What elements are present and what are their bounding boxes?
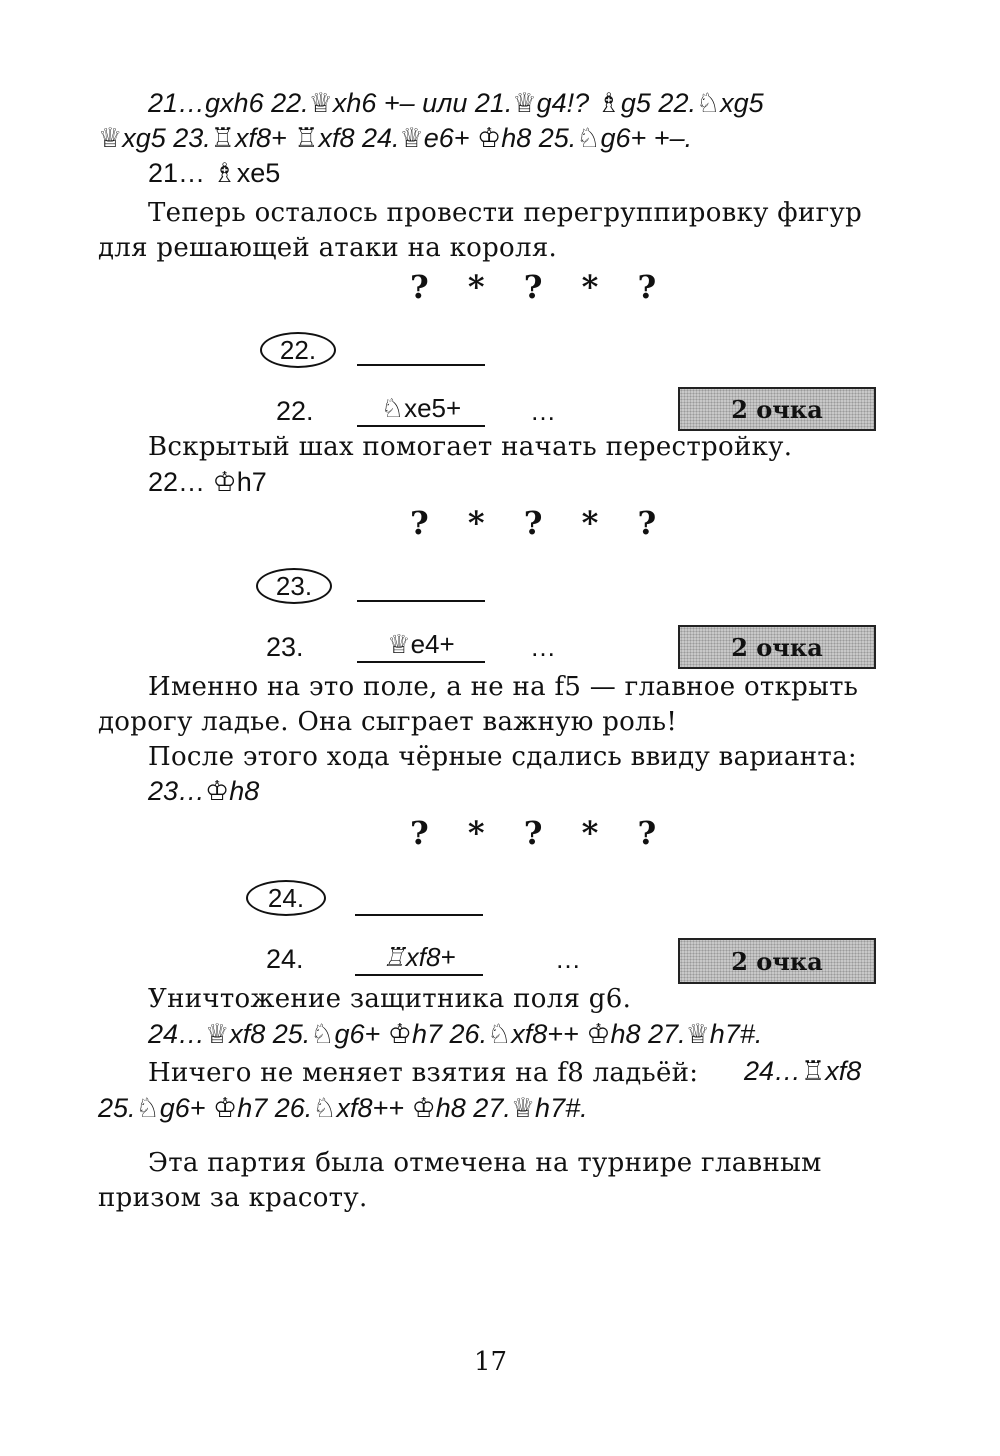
comment-line: для решающей атаки на короля. bbox=[98, 233, 558, 263]
comment-line: Именно на это поле, а не на f5 — главное открыть bbox=[148, 672, 859, 702]
question-marks: ? * ? * ? bbox=[410, 268, 671, 306]
variation-line-2: ♕xg5 23.♖xf8+ ♖xf8 24.♕e6+ ♔h8 25.♘g6+ +–. bbox=[98, 123, 693, 153]
ellipsis: … bbox=[555, 944, 595, 974]
conclusion-line: Эта партия была отмечена на турнире главным bbox=[148, 1148, 822, 1178]
variation-line: 24…♕xf8 25.♘g6+ ♔h7 26.♘xf8++ ♔h8 27.♕h7#. bbox=[148, 1019, 763, 1049]
comment-line: Теперь осталось провести перегруппировку фигур bbox=[148, 198, 863, 228]
move-number-oval: 24. bbox=[246, 880, 326, 916]
ellipsis: … bbox=[530, 396, 570, 426]
move-number: 22. bbox=[276, 396, 314, 426]
move-number: 23. bbox=[266, 632, 304, 662]
page-number: 17 bbox=[474, 1347, 508, 1377]
comment-line: Вскрытый шах помогает начать перестройку. bbox=[148, 432, 793, 462]
ellipsis: … bbox=[530, 632, 570, 662]
move-21-black: 21… ♗xe5 bbox=[148, 158, 281, 188]
move-number-oval: 22. bbox=[260, 332, 336, 368]
comment-line: После этого хода чёрные сдались ввиду варианта: bbox=[148, 742, 857, 772]
variation-line: 23…♔h8 bbox=[148, 776, 260, 806]
points-badge: 2 очка bbox=[678, 625, 876, 669]
answer-blank-line[interactable] bbox=[355, 914, 483, 916]
answer-blank-line[interactable] bbox=[357, 600, 485, 602]
answer-move: ♘xe5+ bbox=[357, 393, 485, 427]
points-badge: 2 очка bbox=[678, 938, 876, 984]
comment-line: Уничтожение защитника поля g6. bbox=[148, 984, 632, 1014]
move-number-oval: 23. bbox=[256, 568, 332, 604]
answer-move: ♖xf8+ bbox=[355, 942, 483, 976]
question-marks: ? * ? * ? bbox=[410, 814, 671, 852]
comment-line: Ничего не меняет взятия на f8 ладьёй: bbox=[148, 1058, 699, 1088]
answer-move: ♕e4+ bbox=[357, 629, 485, 663]
move-22-black: 22… ♔h7 bbox=[148, 467, 267, 497]
variation-line-1: 21…gxh6 22.♕xh6 +– или 21.♕g4!? ♗g5 22.♘xg5 bbox=[148, 88, 764, 118]
points-badge: 2 очка bbox=[678, 387, 876, 431]
variation-line: 25.♘g6+ ♔h7 26.♘xf8++ ♔h8 27.♕h7#. bbox=[98, 1093, 588, 1123]
move-number: 24. bbox=[266, 944, 304, 974]
answer-blank-line[interactable] bbox=[357, 364, 485, 366]
variation-inline: 24…♖xf8 bbox=[744, 1056, 862, 1086]
question-marks: ? * ? * ? bbox=[410, 504, 671, 542]
comment-line: дорогу ладье. Она сыграет важную роль! bbox=[98, 707, 678, 737]
conclusion-line: призом за красоту. bbox=[98, 1183, 368, 1213]
